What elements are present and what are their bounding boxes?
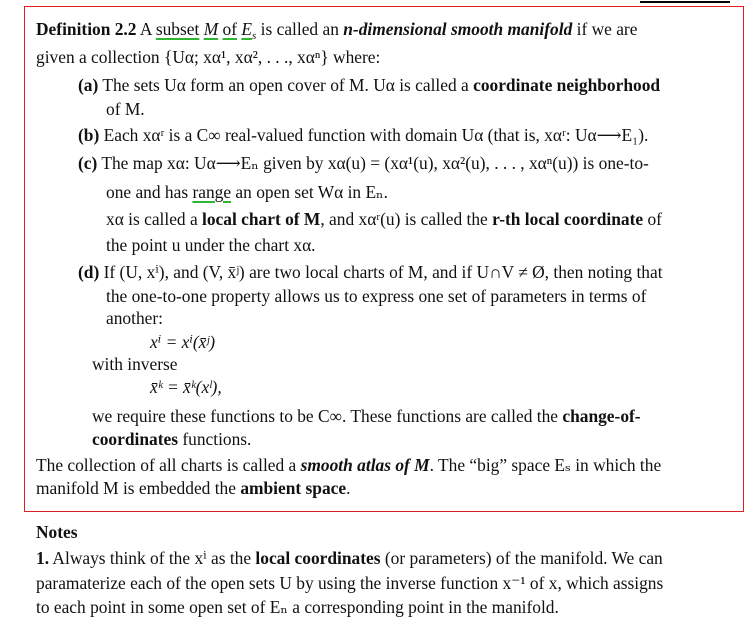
item-d-line-3: another: [106,308,163,328]
equation-1: xⁱ = xⁱ(x̄ʲ) [150,332,216,352]
requirement-text: we require these functions to be C∞. These functions are called the [92,406,563,426]
intro-text-mid: is called an [256,19,344,39]
item-b-text: Each xαʳ is a C∞ real-valued function with domain Uα (that is, xαʳ: Uα⟶E₁). [103,125,649,145]
item-c-text-3c: of [643,209,662,229]
item-c-line-1 [78,151,649,175]
subscript-s: s [252,30,257,42]
note-1-text-1b: (or parameters) of the manifold. We can [380,548,663,568]
item-a-line-2: of M. [106,99,145,119]
term-r-th-local-coordinate: r-th local coordinate [492,209,644,229]
item-c-text-1: The map xα: Uα⟶Eₙ given by xα(u) = (xα¹(u), xα²(u), . . . , xαⁿ(u)) is one-to- [101,153,649,173]
term-coordinates: coordinates [92,429,178,449]
requirement-text-end: functions. [177,429,252,449]
notes-heading-text: Notes [36,522,78,542]
item-b-label: (b) [78,125,100,145]
definition-intro-line-1 [36,17,637,41]
definition-intro-line-2: given a collection {Uα; xα¹, xα², . . ., xαⁿ} where: [36,47,381,67]
definition-heading: Definition 2.2 [36,19,137,39]
item-d-label: (d) [78,262,100,282]
note-1-text-1a: Always think of the xⁱ as the [49,548,256,568]
item-a-line-1 [78,73,724,97]
item-b-line [78,123,648,147]
note-1-number: 1. [36,548,50,568]
underlined-range: range [192,182,232,202]
atlas-text-2a: manifold M is embedded the [36,478,241,498]
term-coordinate-neighborhood: coordinate neighborhood [473,75,661,95]
requirement-line-1 [92,404,641,428]
atlas-text-2b: . [346,478,351,498]
atlas-text-1a: The collection of all charts is called a [36,455,301,475]
item-c-line-4: the point u under the chart xα. [106,235,316,255]
item-d-line-1 [78,260,663,284]
intro-text: A [139,19,152,39]
item-c-label: (c) [78,153,98,173]
item-c-text-2a: one and has [106,182,193,202]
requirement-line-2 [92,427,251,451]
page-edge-mark [640,0,730,4]
term-n-dimensional-smooth-manifold: n-dimensional smooth manifold [343,19,573,39]
atlas-line-1 [36,453,661,477]
intro-text-end: if we are [572,19,638,39]
item-d-line-2: the one-to-one property allows us to express one set of parameters in terms of [106,286,647,306]
term-change-of: change-of- [562,406,641,426]
underlined-M: M [203,19,219,39]
item-c-text-2b: an open set Wα in Eₙ. [231,182,388,202]
item-a-label: (a) [78,75,99,95]
note-1-line-1 [36,546,663,570]
underlined-of: of [222,19,238,39]
item-d-text-1: If (U, xⁱ), and (V, x̄ʲ) are two local charts of M, and if U∩V ≠ Ø, then noting that [103,262,663,282]
atlas-text-1b: . The “big” space Eₛ in which the [429,455,662,475]
term-smooth-atlas: smooth atlas of M [300,455,430,475]
note-1-line-3: to each point in some open set of Eₙ a corresponding point in the manifold. [36,597,559,617]
item-c-line-2 [106,180,388,204]
item-c-text-3b: , and xαʳ(u) is called the [320,209,493,229]
term-local-chart: local chart of M [202,209,321,229]
item-a-text: The sets Uα form an open cover of M. Uα is called a [102,75,474,95]
note-1-line-2: paramaterize each of the open sets U by using the inverse function x⁻¹ of x, which assigns [36,573,664,593]
with-inverse-text: with inverse [92,354,178,374]
notes-heading [36,520,78,544]
item-c-line-3 [106,207,662,231]
atlas-line-2 [36,476,350,500]
term-local-coordinates: local coordinates [255,548,381,568]
underlined-subset: subset [155,19,200,39]
underlined-E: E [241,19,253,39]
equation-2: x̄ᵏ = x̄ᵏ(xˡ), [150,377,222,397]
term-ambient-space: ambient space [240,478,347,498]
item-c-text-3a: xα is called a [106,209,203,229]
